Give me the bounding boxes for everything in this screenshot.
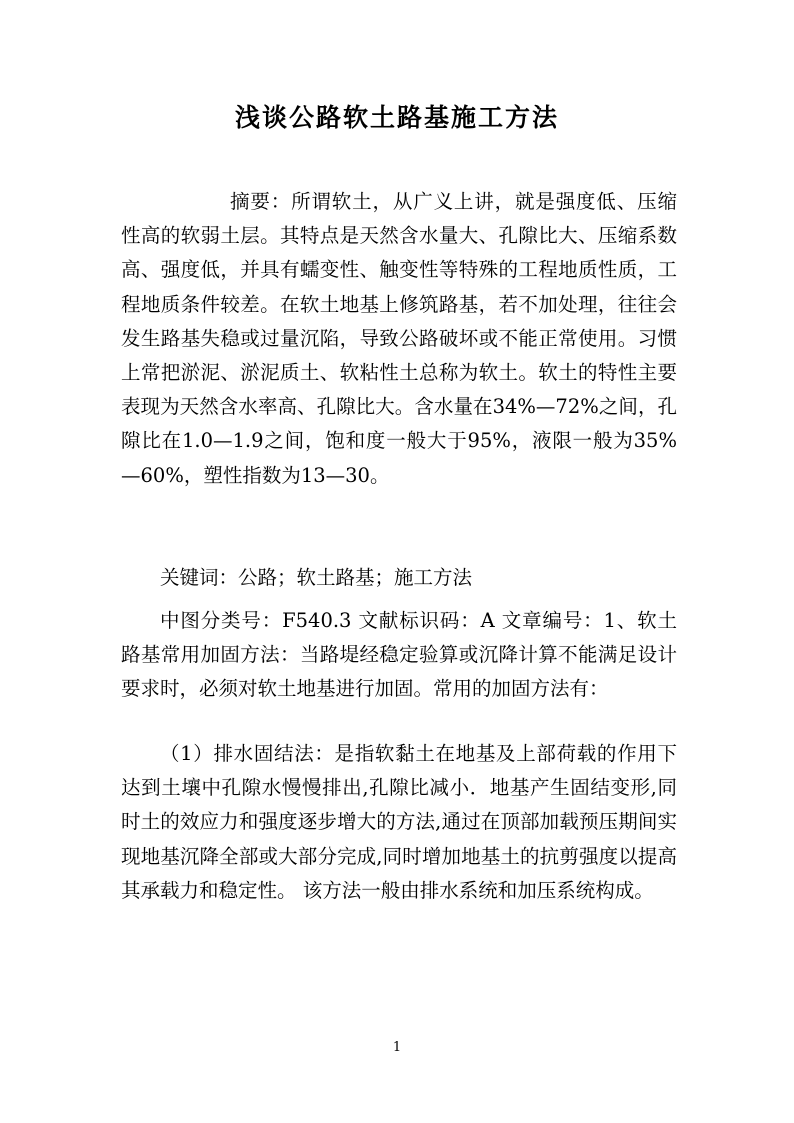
paragraph-abstract: 摘要：所谓软土，从广义上讲，就是强度低、压缩性高的软弱土层。其特点是天然含水量大、孔隙比大、压缩系数高、强度低，并具有蠕变性、触变性等特殊的工程地质性质，工程地质条件较差。在软土地基上修筑路基，若不加处理，往往会发生路基失稳或过量沉陷，导致公路破坏或不能正常使用。习惯上常把淤泥、淤泥质土、软粘性土总称为软土。软土的特性主要表现为天然含水率高、孔隙比大。含水量在34%—72%之间，孔隙比在1.0—1.9之间，饱和度一般大于95%，液限一般为35%—60%，塑性指数为13—30。 xyxy=(121,190,677,487)
paragraph-classification: 中图分类号：F540.3 文献标识码：A 文章编号：1、软土路基常用加固方法：当路堤经稳定验算或沉降计算不能满足设计要求时，必须对软土地基进行加固。常用的加固方法有： xyxy=(121,609,677,701)
drainage-consolidation-paragraph xyxy=(121,737,677,908)
page-number: 1 xyxy=(392,1040,402,1055)
paragraph-keywords: 关键词：公路；软土路基；施工方法 xyxy=(160,566,473,589)
document-title: 浅谈公路软土路基施工方法 xyxy=(234,103,559,132)
abstract-paragraph xyxy=(121,185,677,493)
classification-paragraph xyxy=(121,604,677,707)
paragraph-drainage-consolidation: （1）排水固结法：是指软黏土在地基及上部荷载的作用下达到土壤中孔隙水慢慢排出,孔隙比减小．地基产生固结变形,同时土的效应力和强度逐步增大的方法,通过在顶部加载预压期间实现地基沉降全部或大部分完成,同时增加地基土的抗剪强度以提高其承载力和稳定性。 该方法一般由排水系统和加压系统构成。 xyxy=(121,742,677,902)
keywords-paragraph xyxy=(121,561,677,595)
